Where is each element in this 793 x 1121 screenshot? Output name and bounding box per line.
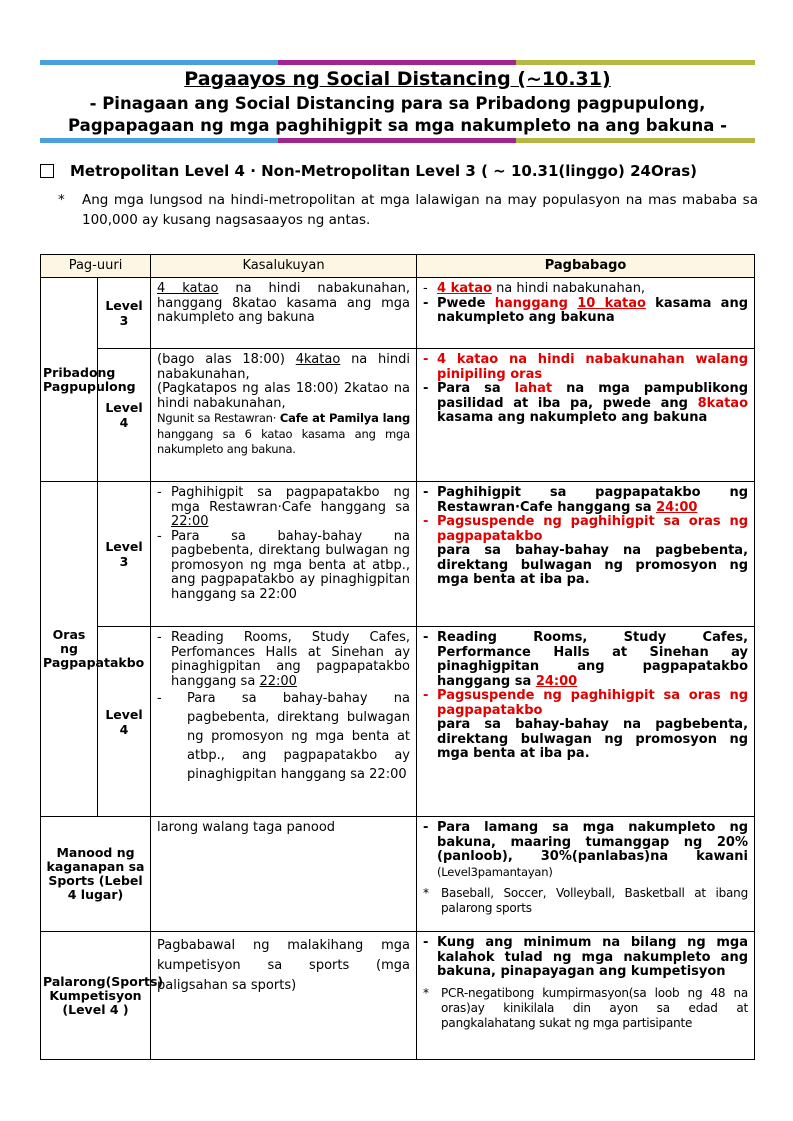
table-header-row: [41, 255, 755, 278]
table-row: [41, 482, 755, 627]
page-subtitle-2: Pagpapagaan ng mga paghihigpit sa mga nakumpleto na ang bakuna -: [68, 116, 727, 135]
category-hours: Oras ng Pagpapatakbo: [41, 482, 98, 817]
current-cell: - Reading Rooms, Study Cafes, Perfomances Halls at Sinehan ay pinaghigpitan ang pagpapatakbo hanggang sa 22:00 - Para sa bahay-bahay na pagbebenta, direktang bulwagan ng promosyon ng mga benta at atbp., ang pagpapatakbo ay pinaghigpitan hanggang sa 22:00: [151, 627, 417, 817]
header-current: Kasalukuyan: [151, 255, 417, 278]
note-marker: *: [58, 192, 65, 208]
table-row: [41, 278, 755, 349]
change-cell: - 4 katao na hindi nabakunahan walang pinipiling oras - Para sa lahat na mga pampublikong pasilidad at iba pa, pwede ang 8katao kasama ang nakumpleto ang bakuna: [417, 349, 755, 482]
table-row: [41, 932, 755, 1060]
current-cell: (bago alas 18:00) 4katao na hindi nabakunahan, (Pagkatapos ng alas 18:00) 2katao na hindi nabakunahan, Ngunit sa Restawran· Cafe at Pamilya lang hanggang sa 6 katao kasama ang mga nakumpleto ang bakuna.: [151, 349, 417, 482]
current-cell: - Paghihigpit sa pagpapatakbo ng mga Restawran·Cafe hanggang sa 22:00 - Para sa bahay-bahay na pagbebenta, direktang bulwagan ng promosyon ng mga benta at atbp., ang pagpapatakbo ay pinaghigpitan hanggang sa 22:00: [151, 482, 417, 627]
bottom-bar-olive: [516, 138, 755, 143]
empty-square-icon: [40, 164, 54, 178]
change-cell: - Paghihigpit sa pagpapatakbo ng Restawran·Cafe hanggang sa 24:00 - Pagsuspende ng paghihigpit sa oras ng pagpapatakbo para sa bahay-bahay na pagbebenta, direktang bulwagan ng promosyon ng mga benta at iba pa.: [417, 482, 755, 627]
table-row: [41, 627, 755, 817]
header-change: Pagbabago: [417, 255, 755, 278]
bottom-bar-blue: [40, 138, 278, 143]
section-heading: [40, 162, 697, 180]
category-sports-watch: Manood ng kaganapan sa Sports (Lebel 4 lugar): [41, 817, 151, 932]
section-note: [58, 190, 758, 230]
page-subtitle-1: - Pinagaan ang Social Distancing para sa Pribadong pagpupulong,: [89, 94, 706, 113]
change-cell: - Para lamang sa mga nakumpleto ng bakuna, maaring tumanggap ng 20%(panloob), 30%(panlabas)na kawani (Level3pamantayan) * Baseball, Soccer, Volleyball, Basketball at ibang palarong sports: [417, 817, 755, 932]
top-bar-olive: [516, 60, 755, 65]
current-cell: larong walang taga panood: [151, 817, 417, 932]
level-label: Level 3: [98, 482, 151, 627]
section-heading-text: Metropolitan Level 4 · Non-Metropolitan Level 3 ( ~ 10.31(linggo) 24Oras): [70, 162, 697, 180]
sports-note: * Baseball, Soccer, Volleyball, Basketball at ibang palarong sports: [423, 886, 749, 915]
top-bar-blue: [40, 60, 278, 65]
current-cell: Pagbabawal ng malakihang mga kumpetisyon sa sports (mga paligsahan sa sports): [151, 932, 417, 1060]
current-cell: 4 katao na hindi nabakunahan, hanggang 8katao kasama ang mga nakumpleto ang bakuna: [151, 278, 417, 349]
top-bar-purple: [278, 60, 516, 65]
change-cell: - Kung ang minimum na bilang ng mga kalahok tulad ng mga nakumpleto ang bakuna, pinapayagan ang kumpetisyon * PCR-negatibong kumpirmasyon(sa loob ng 48 na oras)ay kinikilala din ayon sa edad at pangkalahatang sukat ng mga partisipante: [417, 932, 755, 1060]
table-row: [41, 817, 755, 932]
category-private: Pribadong Pagpupulong: [41, 278, 98, 482]
level-label: Level 3: [98, 278, 151, 349]
category-competition: Palarong(Sports) Kumpetisyon (Level 4 ): [41, 932, 151, 1060]
header-category: Pag-uuri: [41, 255, 151, 278]
change-cell: - Reading Rooms, Study Cafes, Performance Halls at Sinehan ay pinaghigpitan ang pagpapatakbo hanggang sa 24:00 - Pagsuspende ng paghihigpit sa oras ng pagpapatakbo para sa bahay-bahay na pagbebenta, direktang bulwagan ng promosyon ng mga benta at iba pa.: [417, 627, 755, 817]
change-cell: - 4 katao na hindi nabakunahan, - Pwede hanggang 10 katao kasama ang nakumpleto ang bakuna: [417, 278, 755, 349]
level-label: Level 4: [98, 627, 151, 817]
level-label: Level 4: [98, 349, 151, 482]
table-row: [41, 349, 755, 482]
note-text: Ang mga lungsod na hindi-metropolitan at mga lalawigan na may populasyon na mas mababa sa 100,000 ay kusang nagsasaayos ng antas.: [82, 192, 758, 228]
rules-table: [40, 254, 755, 1060]
page-title: Pagaayos ng Social Distancing (~10.31): [184, 68, 611, 90]
bottom-bar-purple: [278, 138, 516, 143]
competition-note: * PCR-negatibong kumpirmasyon(sa loob ng 48 na oras)ay kinikilala din ayon sa edad at pangkalahatang sukat ng mga partisipante: [423, 985, 749, 1030]
